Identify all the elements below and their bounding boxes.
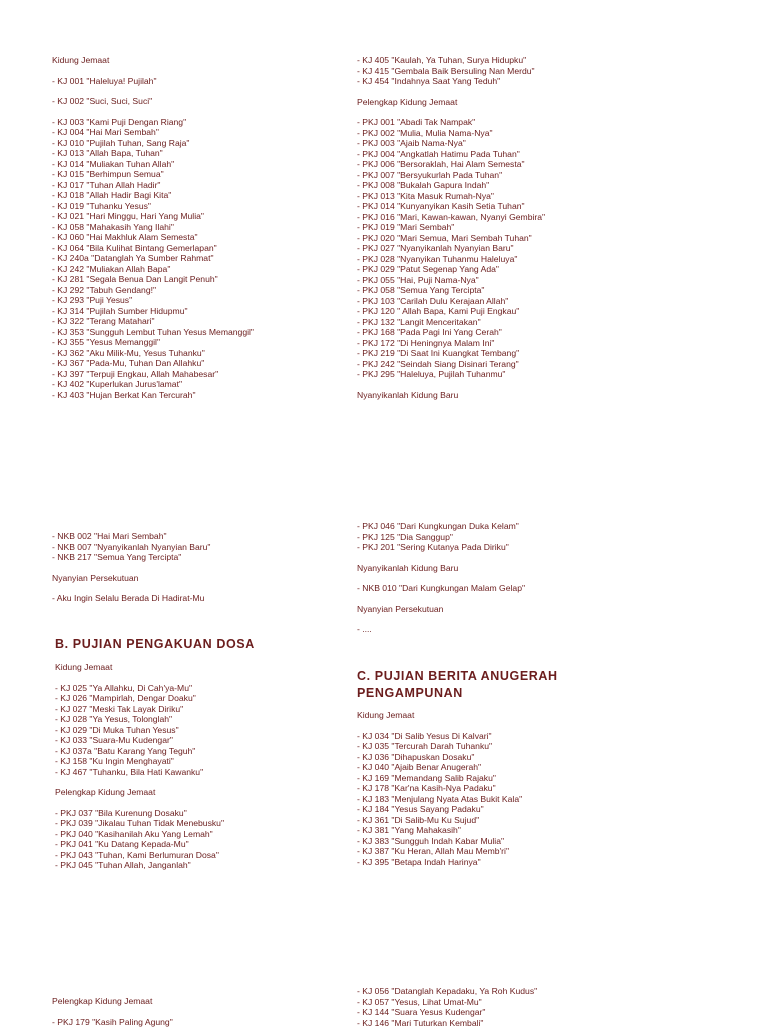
section-b-content [55, 662, 224, 871]
right-persekutuan-item: - .... [357, 624, 525, 635]
list-item: - PKJ 043 "Tuhan, Kami Berlumuran Dosa" [55, 850, 224, 861]
list-item: - PKJ 020 "Mari Semua, Mari Sembah Tuhan" [357, 233, 545, 244]
list-item: - PKJ 008 "Bukalah Gapura Indah" [357, 180, 545, 191]
list-item: - KJ 037a "Batu Karang Yang Teguh" [55, 746, 224, 757]
list-item: - PKJ 013 "Kita Masuk Rumah-Nya" [357, 191, 545, 202]
b-pelengkap-label: Pelengkap Kidung Jemaat [55, 787, 224, 798]
list-item: - KJ 292 "Tabuh Gendang!" [52, 285, 254, 296]
b-pkj-list [55, 808, 224, 871]
list-item: - KJ 395 "Betapa Indah Harinya" [357, 857, 522, 868]
list-item: - PKJ 037 "Bila Kurenung Dosaku" [55, 808, 224, 819]
list-item: - NKB 217 "Semua Yang Tercipta" [52, 552, 210, 563]
list-item: - KJ 026 "Mampirlah, Dengar Doaku" [55, 693, 224, 704]
list-item: - PKJ 041 "Ku Datang Kepada-Mu" [55, 839, 224, 850]
list-item: - KJ 405 "Kaulah, Ya Tuhan, Surya Hidupku" [357, 55, 545, 66]
list-item: - PKJ 001 "Abadi Tak Nampak" [357, 117, 545, 128]
list-item: - PKJ 295 "Haleluya, Pujilah Tuhanmu" [357, 369, 545, 380]
list-item: - KJ 293 "Puji Yesus" [52, 295, 254, 306]
list-item: - PKJ 007 "Bersyukurlah Pada Tuhan" [357, 170, 545, 181]
list-item: - KJ 015 "Berhimpun Semua" [52, 169, 254, 180]
list-item: - KJ 415 "Gembala Baik Bersuling Nan Merdu" [357, 66, 545, 77]
list-item: - KJ 025 "Ya Allahku, Di Cah'ya-Mu" [55, 683, 224, 694]
nkb-list [52, 531, 210, 563]
list-item: - KJ 403 "Hujan Berkat Kan Tercurah" [52, 390, 254, 401]
list-item: - PKJ 132 "Langit Menceritakan" [357, 317, 545, 328]
list-item: - KJ 146 "Mari Tuturkan Kembali" [357, 1018, 537, 1028]
list-item: - PKJ 168 "Pada Pagi Ini Yang Cerah" [357, 327, 545, 338]
list-item: - PKJ 055 "Hai, Puji Nama-Nya" [357, 275, 545, 286]
list-item: - KJ 001 "Haleluya! Pujilah" [52, 76, 254, 87]
right-column-bottom [357, 986, 537, 1028]
kidung-jemaat-label: Kidung Jemaat [52, 55, 254, 66]
list-item: - PKJ 014 "Kunyanyikan Kasih Setia Tuhan" [357, 201, 545, 212]
list-item: - KJ 353 "Sungguh Lembut Tuhan Yesus Memanggil" [52, 327, 254, 338]
section-c-content [357, 710, 522, 867]
persekutuan-item: - Aku Ingin Selalu Berada Di Hadirat-Mu [52, 593, 210, 604]
list-item: - KJ 397 "Terpuji Engkau, Allah Mahabesar" [52, 369, 254, 380]
list-item: - PKJ 028 "Nyanyikan Tuhanmu Haleluya" [357, 254, 545, 265]
section-c-heading-line1: C. PUJIAN BERITA ANUGERAH [357, 668, 558, 685]
list-item: - PKJ 004 "Angkatlah Hatimu Pada Tuhan" [357, 149, 545, 160]
b-kidung-jemaat-label: Kidung Jemaat [55, 662, 224, 673]
list-item: - KJ 178 "Kar'na Kasih-Nya Padaku" [357, 783, 522, 794]
list-item: - KJ 240a "Datanglah Ya Sumber Rahmat" [52, 253, 254, 264]
section-c-heading-line2: PENGAMPUNAN [357, 685, 558, 702]
list-item: - KJ 040 "Ajaib Benar Anugerah" [357, 762, 522, 773]
list-item: - KJ 017 "Tuhan Allah Hadir" [52, 180, 254, 191]
section-b [55, 636, 255, 653]
list-item: - KJ 467 "Tuhanku, Bila Hati Kawanku" [55, 767, 224, 778]
pelengkap-kidung-jemaat-label: Pelengkap Kidung Jemaat [357, 97, 545, 108]
nkb2-item: - NKB 010 "Dari Kungkungan Malam Gelap" [357, 583, 525, 594]
list-item: - KJ 322 "Terang Matahari" [52, 316, 254, 327]
list-item: - KJ 018 "Allah Hadir Bagi Kita" [52, 190, 254, 201]
right-persekutuan-label: Nyanyian Persekutuan [357, 604, 525, 615]
list-item: - KJ 035 "Tercurah Darah Tuhanku" [357, 741, 522, 752]
list-item: - KJ 281 "Segala Benua Dan Langit Penuh" [52, 274, 254, 285]
pkj2-list [357, 521, 525, 553]
list-item: - PKJ 046 "Dari Kungkungan Duka Kelam" [357, 521, 525, 532]
list-item: - KJ 362 "Aku Milik-Mu, Yesus Tuhanku" [52, 348, 254, 359]
list-item: - KJ 144 "Suara Yesus Kudengar" [357, 1007, 537, 1018]
list-item: - PKJ 242 "Seindah Siang Disinari Terang" [357, 359, 545, 370]
list-item: - KJ 158 "Ku Ingin Menghayati" [55, 756, 224, 767]
list-item: - PKJ 172 "Di Heningnya Malam Ini" [357, 338, 545, 349]
list-item: - PKJ 125 "Dia Sanggup" [357, 532, 525, 543]
list-item: - KJ 383 "Sungguh Indah Kabar Mulia" [357, 836, 522, 847]
list-item: - KJ 361 "Di Salib-Mu Ku Sujud" [357, 815, 522, 826]
list-item: - KJ 036 "Dihapuskan Dosaku" [357, 752, 522, 763]
list-item: - KJ 014 "Muliakan Tuhan Allah" [52, 159, 254, 170]
list-item: - KJ 060 "Hai Makhluk Alam Semesta" [52, 232, 254, 243]
pkj-list [357, 117, 545, 380]
list-item: - KJ 184 "Yesus Sayang Padaku" [357, 804, 522, 815]
left-column-top [52, 55, 254, 400]
list-item: - PKJ 219 "Di Saat Ini Kuangkat Tembang" [357, 348, 545, 359]
right-column-middle [357, 521, 525, 635]
list-item: - KJ 029 "Di Muka Tuhan Yesus" [55, 725, 224, 736]
list-item: - PKJ 201 "Sering Kutanya Pada Diriku" [357, 542, 525, 553]
list-item: - KJ 003 "Kami Puji Dengan Riang" [52, 117, 254, 128]
list-item: - KJ 183 "Menjulang Nyata Atas Bukit Kala" [357, 794, 522, 805]
list-item: - KJ 355 "Yesus Memanggil" [52, 337, 254, 348]
list-item: - PKJ 103 "Carilah Dulu Kerajaan Allah" [357, 296, 545, 307]
list-item: - KJ 057 "Yesus, Lihat Umat-Mu" [357, 997, 537, 1008]
section-c [357, 668, 558, 701]
list-item: - KJ 013 "Allah Bapa, Tuhan" [52, 148, 254, 159]
c-kj-list [357, 731, 522, 868]
nyanyikanlah-kidung-baru-label: Nyanyikanlah Kidung Baru [357, 390, 545, 401]
left-column-middle [52, 531, 210, 604]
list-item: - KJ 004 "Hai Mari Sembah" [52, 127, 254, 138]
list-item: - KJ 002 "Suci, Suci, Suci" [52, 96, 254, 107]
list-item: - PKJ 120 " Allah Bapa, Kami Puji Engkau" [357, 306, 545, 317]
right-column-top [357, 55, 545, 400]
list-item: - PKJ 039 "Jikalau Tuhan Tidak Menebusku" [55, 818, 224, 829]
bottom-kj-list [357, 986, 537, 1028]
list-item: - KJ 027 "Meski Tak Layak Diriku" [55, 704, 224, 715]
list-item: - PKJ 016 "Mari, Kawan-kawan, Nyanyi Gembira" [357, 212, 545, 223]
list-item: - KJ 454 "Indahnya Saat Yang Teduh" [357, 76, 545, 87]
list-item: - KJ 402 "Kuperlukan Jurus'lamat" [52, 379, 254, 390]
list-item: - KJ 033 "Suara-Mu Kudengar" [55, 735, 224, 746]
list-item: - KJ 314 "Pujilah Sumber Hidupmu" [52, 306, 254, 317]
list-item: - NKB 007 "Nyanyikanlah Nyanyian Baru" [52, 542, 210, 553]
list-item: - NKB 002 "Hai Mari Sembah" [52, 531, 210, 542]
list-item: - PKJ 045 "Tuhan Allah, Janganlah" [55, 860, 224, 871]
list-item: - PKJ 058 "Semua Yang Tercipta" [357, 285, 545, 296]
list-item: - KJ 381 "Yang Mahakasih" [357, 825, 522, 836]
list-item: - KJ 019 "Tuhanku Yesus" [52, 201, 254, 212]
list-item: - KJ 034 "Di Salib Yesus Di Kalvari" [357, 731, 522, 742]
section-b-heading: B. PUJIAN PENGAKUAN DOSA [55, 636, 255, 653]
b-kj-list [55, 683, 224, 778]
list-item: - PKJ 029 "Patut Segenap Yang Ada" [357, 264, 545, 275]
nyanyian-persekutuan-label: Nyanyian Persekutuan [52, 573, 210, 584]
left-column-bottom [52, 996, 173, 1027]
list-item: - KJ 387 "Ku Heran, Allah Mau Memb'ri" [357, 846, 522, 857]
nkb2-label: Nyanyikanlah Kidung Baru [357, 563, 525, 574]
kj-list-continued [357, 55, 545, 87]
list-item: - PKJ 027 "Nyanyikanlah Nyanyian Baru" [357, 243, 545, 254]
list-item: - KJ 064 "Bila Kulihat Bintang Gemerlapan" [52, 243, 254, 254]
list-item: - KJ 169 "Memandang Salib Rajaku" [357, 773, 522, 784]
list-item: - KJ 021 "Hari Minggu, Hari Yang Mulia" [52, 211, 254, 222]
list-item: - KJ 367 "Pada-Mu, Tuhan Dan Allahku" [52, 358, 254, 369]
list-item: - KJ 010 "Pujilah Tuhan, Sang Raja" [52, 138, 254, 149]
kj-list-a [52, 76, 254, 87]
c-kidung-jemaat-label: Kidung Jemaat [357, 710, 522, 721]
list-item: - PKJ 040 "Kasihanilah Aku Yang Lemah" [55, 829, 224, 840]
list-item: - KJ 028 "Ya Yesus, Tolonglah" [55, 714, 224, 725]
list-item: - PKJ 019 "Mari Sembah" [357, 222, 545, 233]
kj-list-c [52, 117, 254, 401]
bottom-pelengkap-label: Pelengkap Kidung Jemaat [52, 996, 173, 1007]
list-item: - PKJ 002 "Mulia, Mulia Nama-Nya" [357, 128, 545, 139]
list-item: - PKJ 003 "Ajaib Nama-Nya" [357, 138, 545, 149]
list-item: - KJ 242 "Muliakan Allah Bapa" [52, 264, 254, 275]
list-item: - KJ 058 "Mahakasih Yang Ilahi" [52, 222, 254, 233]
bottom-pkj-item: - PKJ 179 "Kasih Paling Agung" [52, 1017, 173, 1028]
kj-list-b [52, 96, 254, 107]
list-item: - PKJ 006 "Bersoraklah, Hai Alam Semesta" [357, 159, 545, 170]
list-item: - KJ 056 "Datanglah Kepadaku, Ya Roh Kudus" [357, 986, 537, 997]
